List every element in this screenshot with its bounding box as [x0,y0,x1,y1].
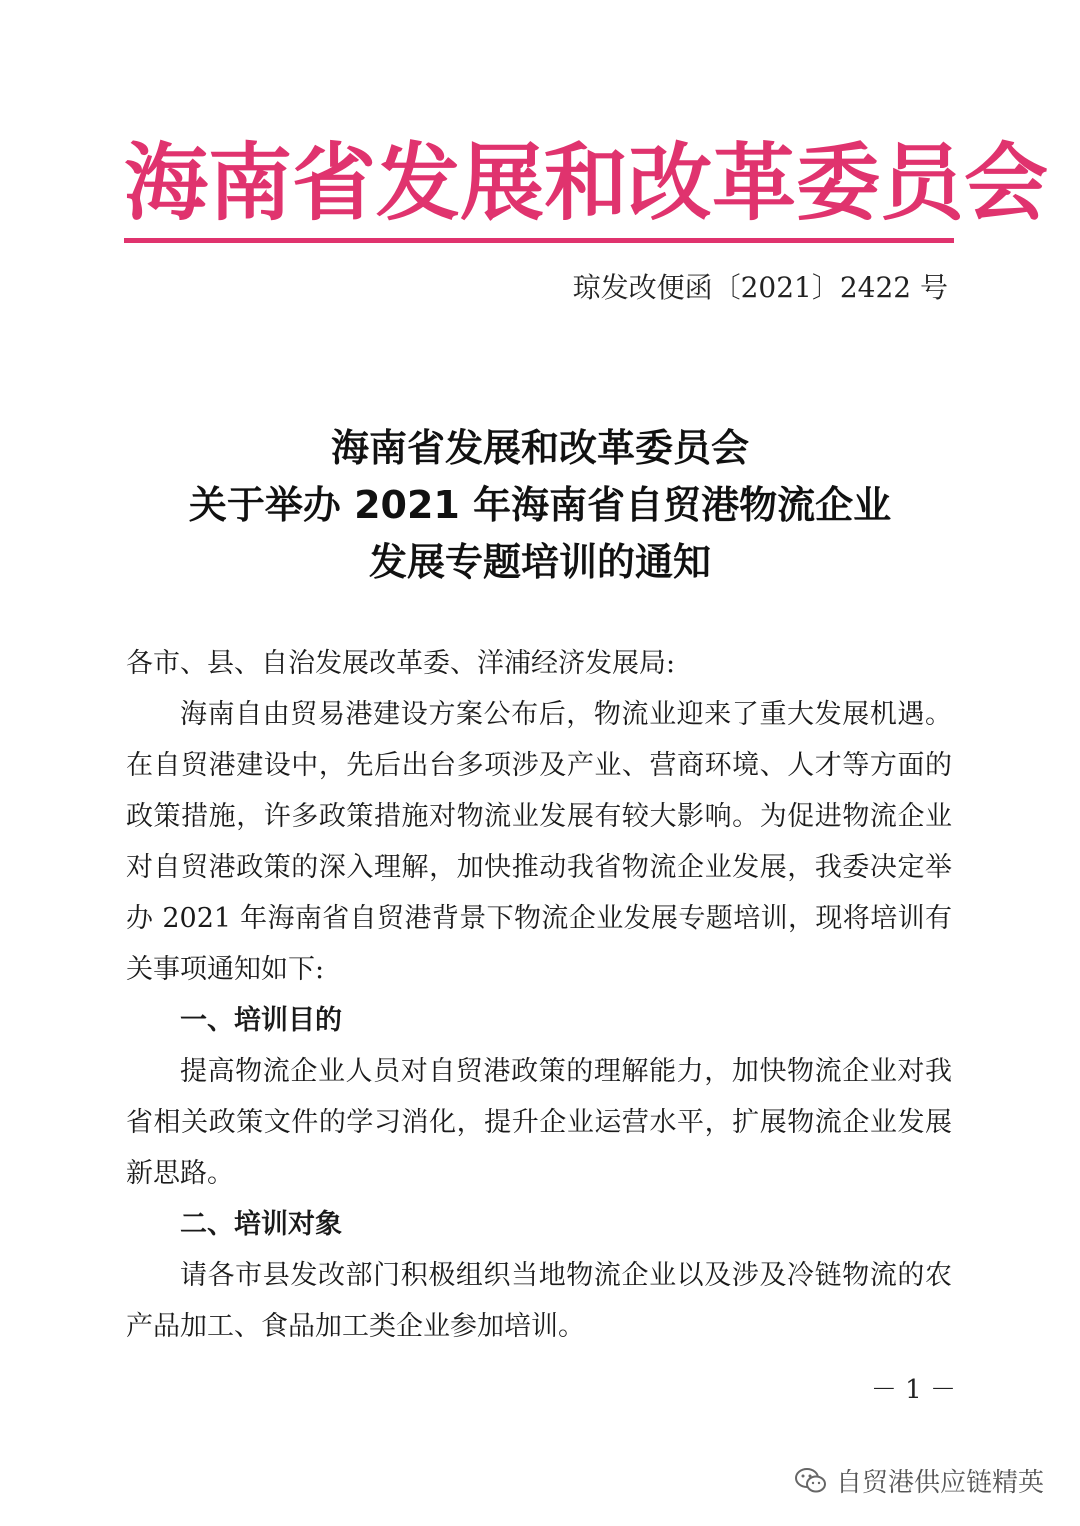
salutation: 各市、县、自治发展改革委、洋浦经济发展局: [126,648,676,679]
letterhead-organization: 海南省发展和改革委员会 [124,133,1049,232]
document-body [126,638,952,1352]
section-1-heading: 一、培训目的 [180,1005,342,1036]
title-line-2: 关于举办 2021 年海南省自贸港物流企业 [188,483,892,527]
letterhead-red-rule [124,238,954,243]
section-2-paragraph: 请各市县发改部门积极组织当地物流企业以及涉及冷链物流的农产品加工、食品加工类企业参加培训。 [126,1260,952,1342]
wechat-icon [794,1466,828,1496]
document-title [110,420,970,591]
wechat-watermark [794,1462,1044,1499]
page-number: － 1 － [870,1375,956,1405]
title-line-1: 海南省发展和改革委员会 [330,426,749,470]
section-2-heading: 二、培训对象 [180,1209,342,1240]
section-1-paragraph: 提高物流企业人员对自贸港政策的理解能力，加快物流企业对我省相关政策文件的学习消化，提升企业运营水平，扩展物流企业发展新思路。 [126,1056,952,1189]
document-number: 琼发改便函〔2021〕2422 号 [572,271,948,304]
title-line-3: 发展专题培训的通知 [368,540,711,584]
watermark-text: 自贸港供应链精英 [835,1468,1044,1498]
intro-paragraph: 海南自由贸易港建设方案公布后，物流业迎来了重大发展机遇。在自贸港建设中，先后出台多项涉及产业、营商环境、人才等方面的政策措施，许多政策措施对物流业发展有较大影响。为促进物流企业对自贸港政策的深入理解，加快推动我省物流企业发展，我委决定举办 2021 年海南省自贸港背景下物流企业发展专题培训，现将培训有关事项通知如下: [126,699,952,985]
